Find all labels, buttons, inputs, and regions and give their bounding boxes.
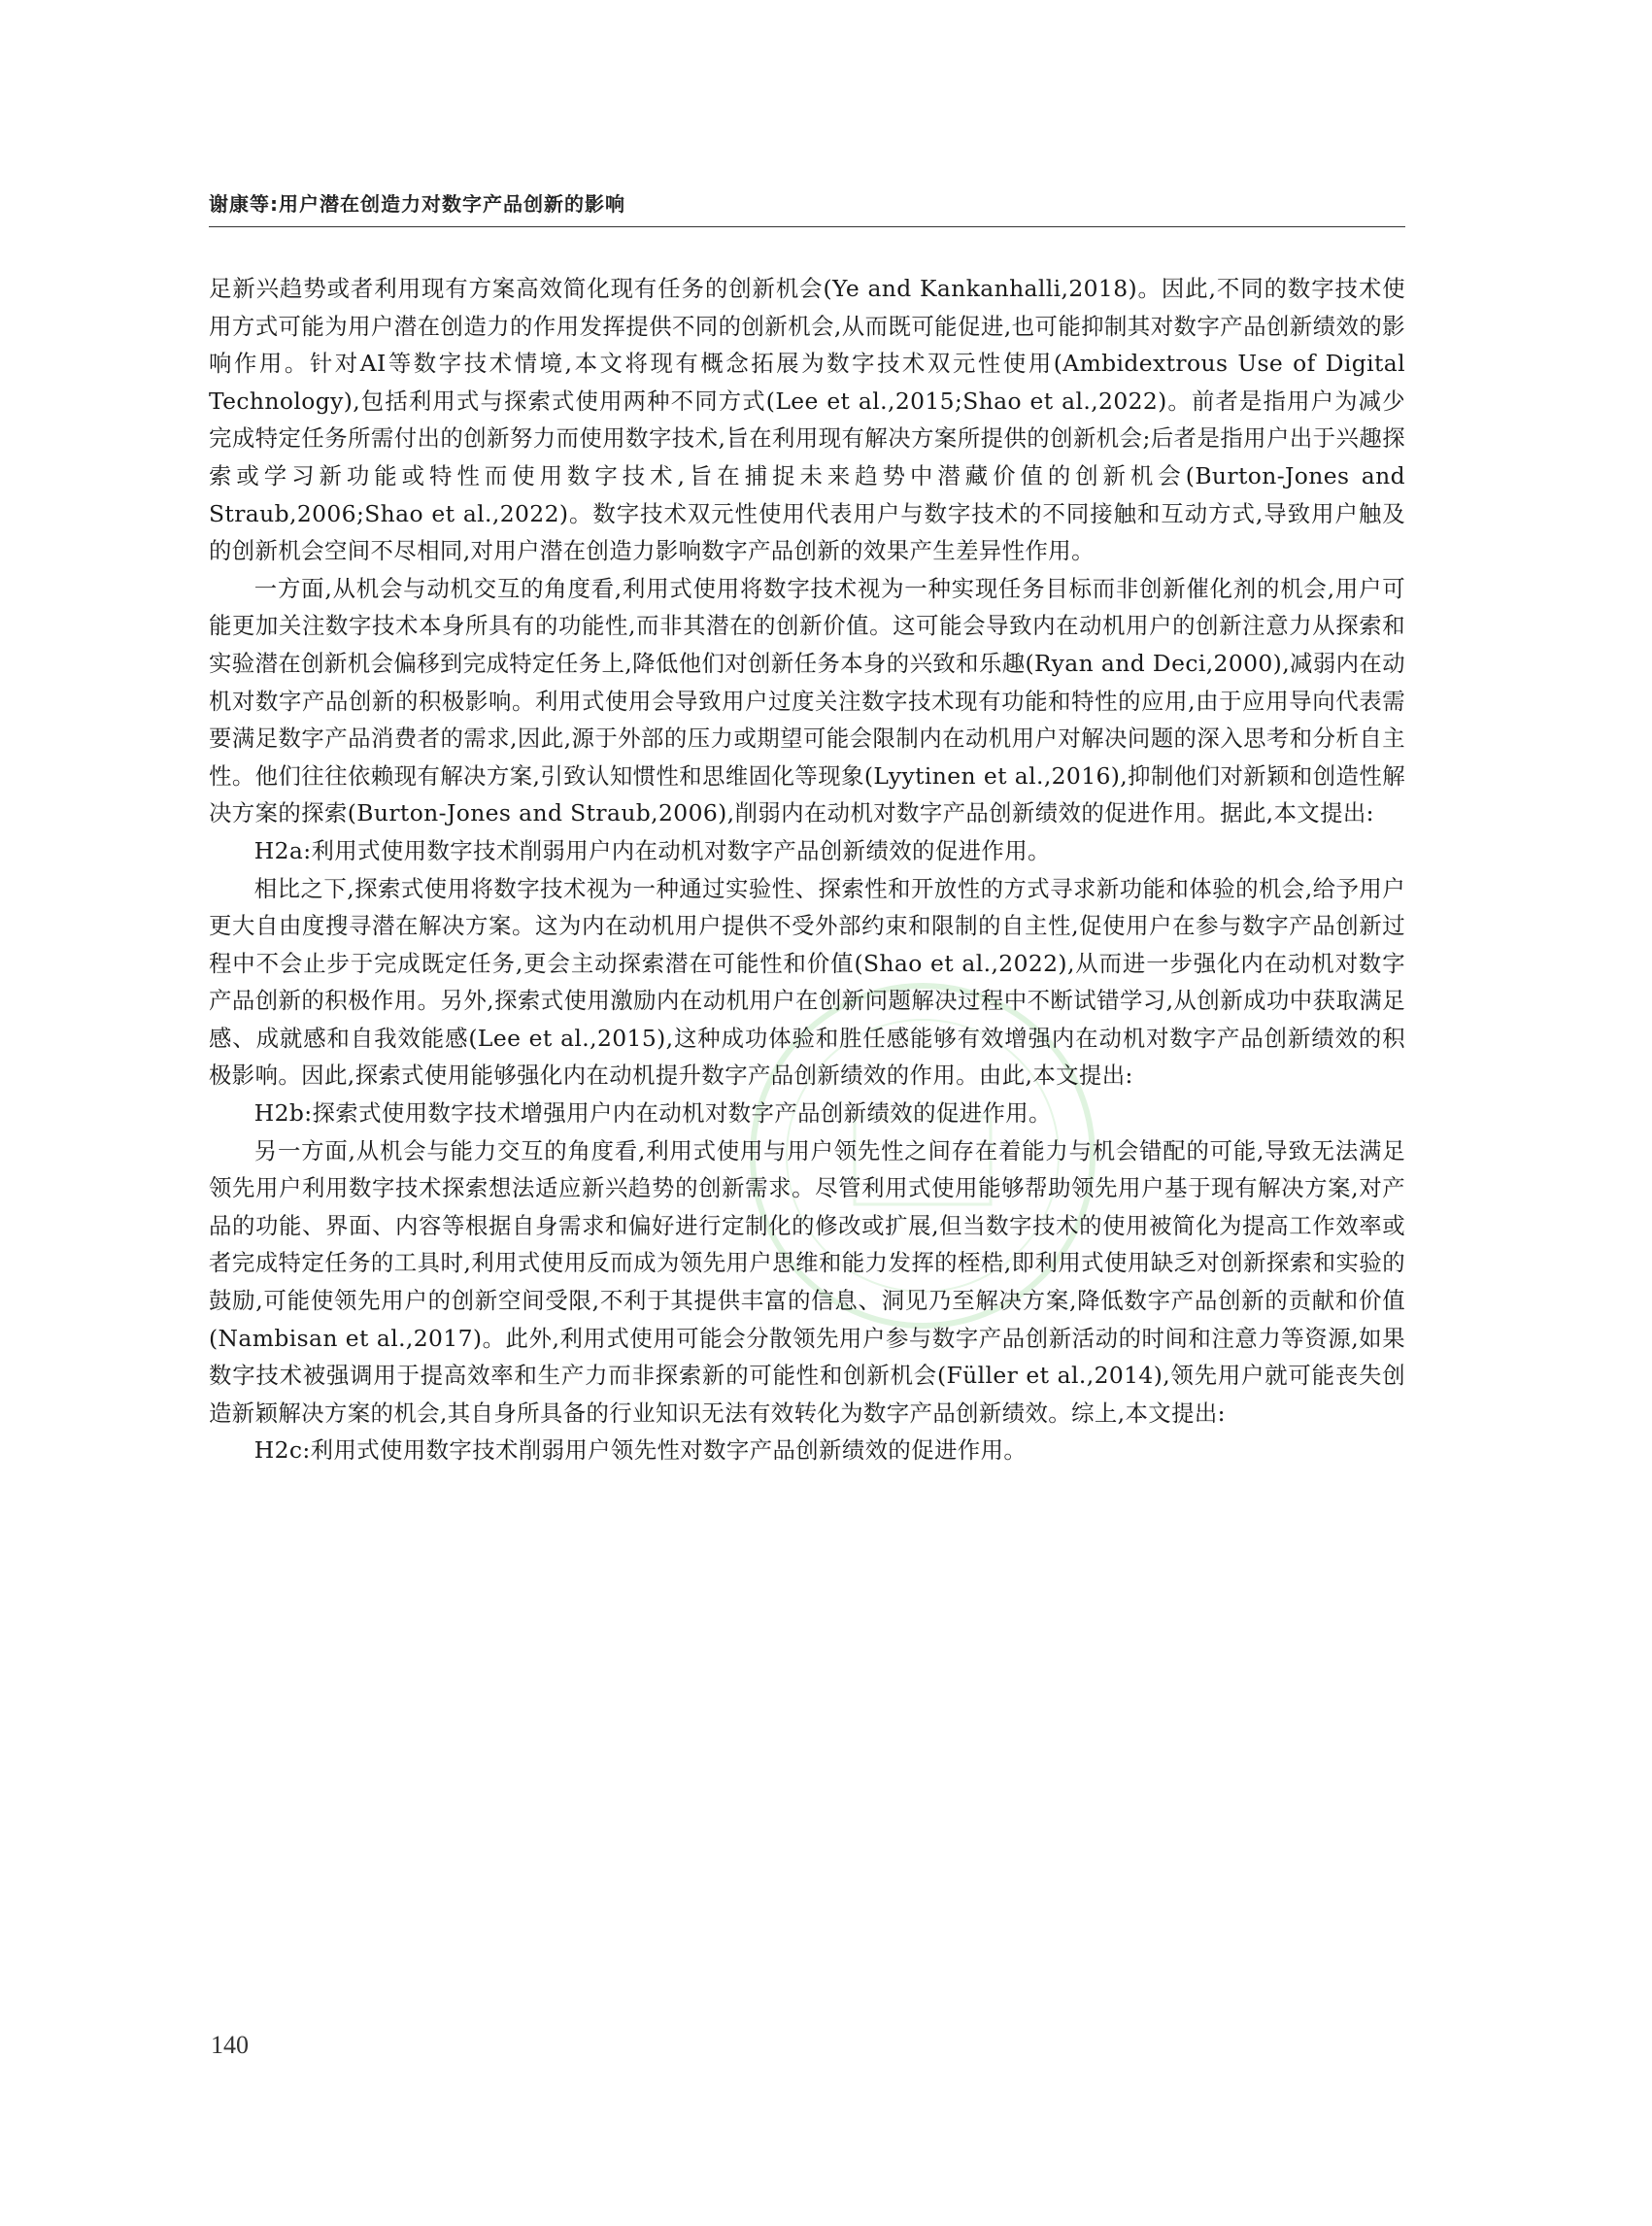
hypothesis-h2a: H2a:利用式使用数字技术削弱用户内在动机对数字产品创新绩效的促进作用。	[253, 836, 1051, 864]
paragraph-exploitative-use-lead-user: 另一方面,从机会与能力交互的角度看,利用式使用与用户领先性之间存在着能力与机会错配的可能,导致无法满足领先用户利用数字技术探索想法适应新兴趋势的创新需求。尽管利用式使用能够帮助领先用户基于现有解决方案,对产品的功能、界面、内容等根据自身需求和偏好进行定制化的修改或扩展,但当数字技术的使用被简化为提高工作效率或者完成特定任务的工具时,利用式使用反而成为领先用户思维和能力发挥的桎梏,即利用式使用缺乏对创新探索和实验的鼓励,可能使领先用户的创新空间受限,不利于其提供丰富的信息、洞见乃至解决方案,降低数字产品创新的贡献和价值(Nambisan et al.,2017)。此外,利用式使用可能会分散领先用户参与数字产品创新活动的时间和注意力等资源,如果数字技术被强调用于提高效率和生产力而非探索新的可能性和创新机会(Füller et al.,2014),领先用户就可能丧失创造新颖解决方案的机会,其自身所具备的行业知识无法有效转化为数字产品创新绩效。综上,本文提出:	[209, 1136, 1405, 1427]
paragraph-exploratory-use-motivation: 相比之下,探索式使用将数字技术视为一种通过实验性、探索性和开放性的方式寻求新功能和体验的机会,给予用户更大自由度搜寻潜在解决方案。这为内在动机用户提供不受外部约束和限制的自主性,促使用户在参与数字产品创新过程中不会止步于完成既定任务,更会主动探索潜在可能性和价值(Shao et al.,2022),从而进一步强化内在动机对数字产品创新的积极作用。另外,探索式使用激励内在动机用户在创新问题解决过程中不断试错学习,从创新成功中获取满足感、成就感和自我效能感(Lee et al.,2015),这种成功体验和胜任感能够有效增强内在动机对数字产品创新绩效的积极影响。因此,探索式使用能够强化内在动机提升数字产品创新绩效的作用。由此,本文提出:	[209, 874, 1405, 1090]
hypothesis-h2b: H2b:探索式使用数字技术增强用户内在动机对数字产品创新绩效的促进作用。	[253, 1099, 1052, 1128]
paragraph-continued: 足新兴趋势或者利用现有方案高效简化现有任务的创新机会(Ye and Kankanhalli,2018)。因此,不同的数字技术使用方式可能为用户潜在创造力的作用发挥提供不同的创新机会,从而既可能促进,也可能抑制其对数字产品创新绩效的影响作用。针对AI等数字技术情境,本文将现有概念拓展为数字技术双元性使用(Ambidextrous Use of Digital Technology),包括利用式与探索式使用两种不同方式(Lee et al.,2015;Shao et al.,2022)。前者是指用户为减少完成特定任务所需付出的创新努力而使用数字技术,旨在利用现有解决方案所提供的创新机会;后者是指用户出于兴趣探索或学习新功能或特性而使用数字技术,旨在捕捉未来趋势中潜藏价值的创新机会(Burton-Jones and Straub,2006;Shao et al.,2022)。数字技术双元性使用代表用户与数字技术的不同接触和互动方式,导致用户触及的创新机会空间不尽相同,对用户潜在创造力影响数字产品创新的效果产生差异性作用。	[209, 275, 1405, 565]
header-divider	[209, 226, 1405, 227]
paragraph-exploitative-use-motivation: 一方面,从机会与动机交互的角度看,利用式使用将数字技术视为一种实现任务目标而非创新催化剂的机会,用户可能更加关注数字技术本身所具有的功能性,而非其潜在的创新价值。这可能会导致内在动机用户的创新注意力从探索和实验潜在创新机会偏移到完成特定任务上,降低他们对创新任务本身的兴致和乐趣(Ryan and Deci,2000),减弱内在动机对数字产品创新的积极影响。利用式使用会导致用户过度关注数字技术现有功能和特性的应用,由于应用导向代表需要满足数字产品消费者的需求,因此,源于外部的压力或期望可能会限制内在动机用户对解决问题的深入思考和分析自主性。他们往往依赖现有解决方案,引致认知惯性和思维固化等现象(Lyytinen et al.,2016),抑制他们对新颖和创造性解决方案的探索(Burton-Jones and Straub,2006),削弱内在动机对数字产品创新绩效的促进作用。据此,本文提出:	[209, 574, 1405, 827]
hypothesis-h2c: H2c:利用式使用数字技术削弱用户领先性对数字产品创新绩效的促进作用。	[253, 1436, 1028, 1465]
page-number: 140	[211, 2031, 249, 2059]
article-body	[209, 270, 1405, 1469]
running-header-title: 谢康等:用户潜在创造力对数字产品创新的影响	[209, 192, 625, 216]
